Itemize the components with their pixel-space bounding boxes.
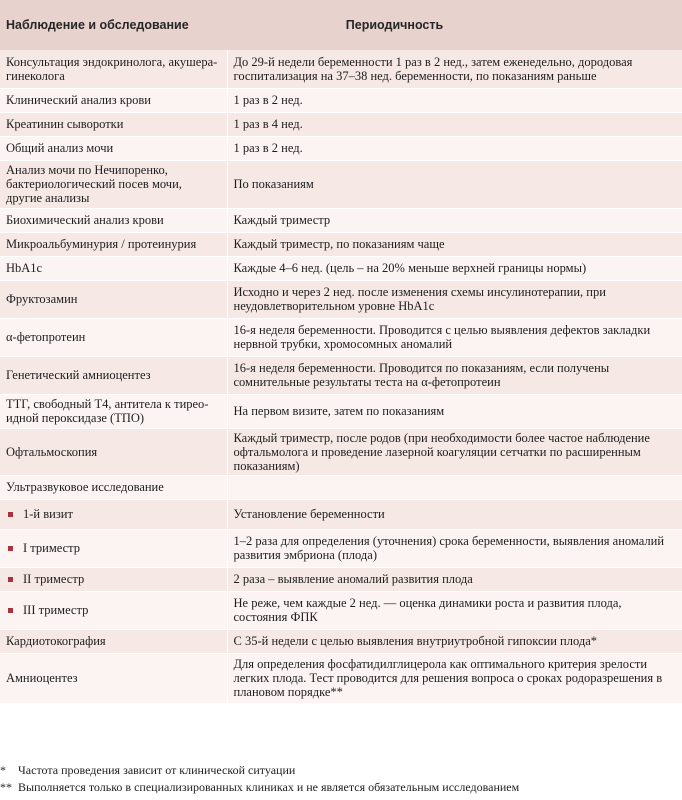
observation-cell	[0, 88, 227, 112]
observation-text: ТТГ, свободный Т4, антитела к тирео- идной пероксидазе (ТПО)	[6, 397, 209, 425]
observation-cell	[0, 112, 227, 136]
observation-cell	[0, 653, 227, 703]
periodicity-cell: Установление беременности	[227, 499, 682, 529]
observation-text: Микроальбуминурия / протеинурия	[6, 237, 197, 251]
periodicity-cell: 1–2 раза для определения (уточнения) срока беременности, выявления аномалий развития эмбриона (плода)	[227, 529, 682, 567]
table-row	[0, 232, 682, 256]
table-row	[0, 136, 682, 160]
square-bullet-icon	[8, 512, 13, 517]
table-row	[0, 629, 682, 653]
table-row	[0, 256, 682, 280]
observation-text: Генетический амниоцентез	[6, 368, 151, 382]
observation-cell	[0, 394, 227, 428]
table-row	[0, 318, 682, 356]
observation-text: Биохимический анализ крови	[6, 213, 164, 227]
observation-cell	[0, 629, 227, 653]
periodicity-cell: 16-я неделя беременности. Проводится по показаниям, если получены сомнительные результаты теста на α-фетопротеин	[227, 356, 682, 394]
observation-cell	[0, 208, 227, 232]
observation-text: I триместр	[23, 541, 81, 555]
table-row	[0, 653, 682, 703]
table-row	[0, 428, 682, 475]
footnote-1: * Частота проведения зависит от клинической ситуации	[0, 763, 296, 777]
periodicity-cell	[227, 475, 682, 499]
periodicity-cell: По показаниям	[227, 160, 682, 208]
observation-cell	[0, 232, 227, 256]
table-row	[0, 591, 682, 629]
observation-text: Консультация эндокринолога, акушера-гинеколога	[6, 54, 218, 83]
header-observation: Наблюдение и обследование	[0, 0, 227, 50]
observation-cell	[0, 50, 227, 88]
table-row	[0, 356, 682, 394]
observation-cell	[0, 160, 227, 208]
table-row	[0, 112, 682, 136]
observation-cell	[0, 136, 227, 160]
observation-text: Амниоцентез	[6, 671, 78, 685]
table-row	[0, 529, 682, 567]
observation-cell	[0, 318, 227, 356]
footnotes	[0, 762, 682, 796]
periodicity-cell: 1 раз в 2 нед.	[227, 88, 682, 112]
observation-text: Кардиотокография	[6, 634, 106, 648]
footnote-2: ** Выполняется только в специализированных клиниках и не является обязательным исследованием	[0, 780, 520, 794]
table-row	[0, 50, 682, 88]
table-body	[0, 50, 682, 703]
table-row	[0, 499, 682, 529]
periodicity-cell: До 29-й недели беременности 1 раз в 2 нед., затем еженедельно, дородовая госпитализация на 37–38 нед. беременности, по показаниям раньше	[227, 50, 682, 88]
header-periodicity: Периодичность	[227, 0, 682, 50]
table-row	[0, 160, 682, 208]
periodicity-cell: Каждый триместр, после родов (при необходимости более частое наблюдение офтальмолога и проведение лазерной коагуляции сетчатки по расширенным показаниям)	[227, 428, 682, 475]
observation-text: III триместр	[23, 603, 89, 617]
observation-cell	[0, 475, 227, 499]
table-row	[0, 475, 682, 499]
observation-text: Креатинин сыворотки	[6, 117, 124, 131]
square-bullet-icon	[8, 546, 13, 551]
periodicity-cell: 16-я неделя беременности. Проводится с целью выявления дефектов закладки нервной трубки, хромосомных аномалий	[227, 318, 682, 356]
periodicity-cell: Каждый триместр, по показаниям чаще	[227, 232, 682, 256]
observation-text: Ультразвуковое исследование	[6, 480, 164, 494]
periodicity-cell: Не реже, чем каждые 2 нед. — оценка динамики роста и развития плода, состояния ФПК	[227, 591, 682, 629]
periodicity-cell: С 35-й недели с целью выявления внутриутробной гипоксии плода*	[227, 629, 682, 653]
periodicity-cell: Исходно и через 2 нед. после изменения схемы инсулинотерапии, при неудовлетворительном уровне HbA1c	[227, 280, 682, 318]
periodicity-cell: На первом визите, затем по показаниям	[227, 394, 682, 428]
observation-cell	[0, 591, 227, 629]
observation-text: Офтальмоскопия	[6, 444, 98, 459]
periodicity-cell: Каждый триместр	[227, 208, 682, 232]
table-row	[0, 280, 682, 318]
observation-cell	[0, 256, 227, 280]
periodicity-cell: 2 раза – выявление аномалий развития плода	[227, 567, 682, 591]
observation-cell	[0, 499, 227, 529]
observation-cell	[0, 529, 227, 567]
observation-text: Фруктозамин	[6, 292, 78, 306]
observation-cell	[0, 428, 227, 475]
square-bullet-icon	[8, 577, 13, 582]
periodicity-cell: 1 раз в 4 нед.	[227, 112, 682, 136]
square-bullet-icon	[8, 608, 13, 613]
observation-cell	[0, 356, 227, 394]
observation-text: Клинический анализ крови	[6, 93, 151, 107]
periodicity-cell: 1 раз в 2 нед.	[227, 136, 682, 160]
table-row	[0, 208, 682, 232]
table-row	[0, 88, 682, 112]
table-row	[0, 567, 682, 591]
observation-text: Анализ мочи по Нечипоренко, бактериологический посев мочи, другие анализы	[6, 163, 182, 205]
observation-text: α-фетопротеин	[6, 330, 86, 344]
table-header-row	[0, 0, 682, 50]
observation-text: Общий анализ мочи	[6, 141, 114, 155]
table-row	[0, 394, 682, 428]
observation-text: 1-й визит	[23, 507, 73, 521]
observation-cell	[0, 280, 227, 318]
periodicity-cell: Для определения фосфатидилглицерола как оптимального критерия зрелости легких плода. Тест проводится для решения вопроса о сроках родоразрешения в плановом порядке**	[227, 653, 682, 703]
observation-text: HbA1c	[6, 261, 43, 275]
observation-cell	[0, 567, 227, 591]
periodicity-cell: Каждые 4–6 нед. (цель – на 20% меньше верхней границы нормы)	[227, 256, 682, 280]
observation-text: II триместр	[23, 572, 85, 586]
